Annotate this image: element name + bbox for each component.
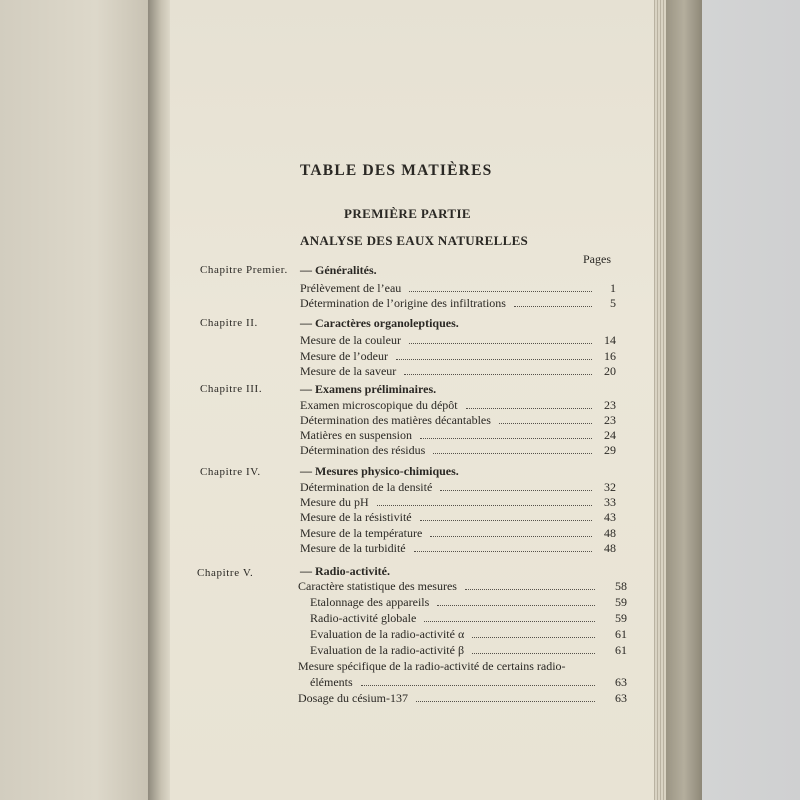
page-title: TABLE DES MATIÈRES — [300, 162, 493, 179]
toc-entry: éléments — [310, 675, 603, 691]
toc-page-number: 23 — [604, 398, 616, 412]
chapter-title: — Examens préliminaires. — [300, 382, 437, 396]
toc-page-number: 59 — [615, 595, 627, 609]
toc-page-number: 43 — [604, 510, 616, 524]
toc-page-number: 5 — [610, 296, 616, 310]
toc-entry: Détermination de l’origine des infiltrations — [300, 296, 600, 312]
toc-entry: Caractère statistique des mesures — [298, 579, 603, 595]
toc-page-number: 59 — [615, 611, 627, 625]
toc-entry: Mesure de la température — [300, 526, 600, 542]
toc-entry: Examen microscopique du dépôt — [300, 398, 600, 414]
toc-page-number: 32 — [604, 480, 616, 494]
toc-page-number: 20 — [604, 364, 616, 378]
toc-entry: Mesure de la turbidité — [300, 541, 600, 557]
toc-page-number: 33 — [604, 495, 616, 509]
toc-page-number: 24 — [604, 428, 616, 442]
chapter-title: — Radio-activité. — [300, 564, 390, 578]
chapter-label: Chapitre III. — [200, 383, 263, 395]
book-spine — [666, 0, 702, 800]
chapter-label: Chapitre V. — [197, 567, 254, 579]
toc-page-number: 63 — [615, 675, 627, 689]
toc-entry: Mesure de la résistivité — [300, 510, 600, 526]
toc-entry: Etalonnage des appareils — [310, 595, 603, 611]
toc-entry: Détermination de la densité — [300, 480, 600, 496]
toc-page-number: 63 — [615, 691, 627, 705]
toc-entry: Dosage du césium-137 — [298, 691, 603, 707]
toc-entry: Evaluation de la radio-activité α — [310, 627, 603, 643]
toc-page-number: 61 — [615, 627, 627, 641]
toc-page-number: 61 — [615, 643, 627, 657]
toc-entry: Radio-activité globale — [310, 611, 603, 627]
chapter-title: — Caractères organoleptiques. — [300, 316, 459, 330]
toc-entry: Mesure de la saveur — [300, 364, 600, 380]
toc-page-number: 1 — [610, 281, 616, 295]
toc-entry: Mesure de la couleur — [300, 333, 600, 349]
left-page — [0, 0, 160, 800]
pages-column-header: Pages — [583, 252, 611, 266]
book-gutter — [148, 0, 170, 800]
toc-entry: Mesure de l’odeur — [300, 349, 600, 365]
toc-page-number: 23 — [604, 413, 616, 427]
toc-page-number: 14 — [604, 333, 616, 347]
toc-entry: Prélèvement de l’eau — [300, 281, 600, 297]
toc-page-number: 58 — [615, 579, 627, 593]
part-subtitle: ANALYSE DES EAUX NATURELLES — [300, 233, 529, 248]
chapter-title: — Généralités. — [300, 263, 377, 277]
part-heading: PREMIÈRE PARTIE — [344, 206, 472, 221]
chapter-label: Chapitre IV. — [200, 466, 261, 478]
toc-page-number: 48 — [604, 526, 616, 540]
toc-entry: Mesure du pH — [300, 495, 600, 511]
chapter-title: — Mesures physico-chimiques. — [300, 464, 459, 478]
toc-page-number: 48 — [604, 541, 616, 555]
toc-page-number: 16 — [604, 349, 616, 363]
toc-page-number: 29 — [604, 443, 616, 457]
toc-entry: Détermination des résidus — [300, 443, 600, 459]
chapter-label: Chapitre II. — [200, 317, 258, 329]
toc-entry-text: Mesure spécifique de la radio-activité de certains radio- — [298, 659, 566, 673]
chapter-label: Chapitre Premier. — [200, 264, 288, 276]
toc-entry: Matières en suspension — [300, 428, 600, 444]
toc-entry: Détermination des matières décantables — [300, 413, 600, 429]
toc-entry: Evaluation de la radio-activité β — [310, 643, 603, 659]
